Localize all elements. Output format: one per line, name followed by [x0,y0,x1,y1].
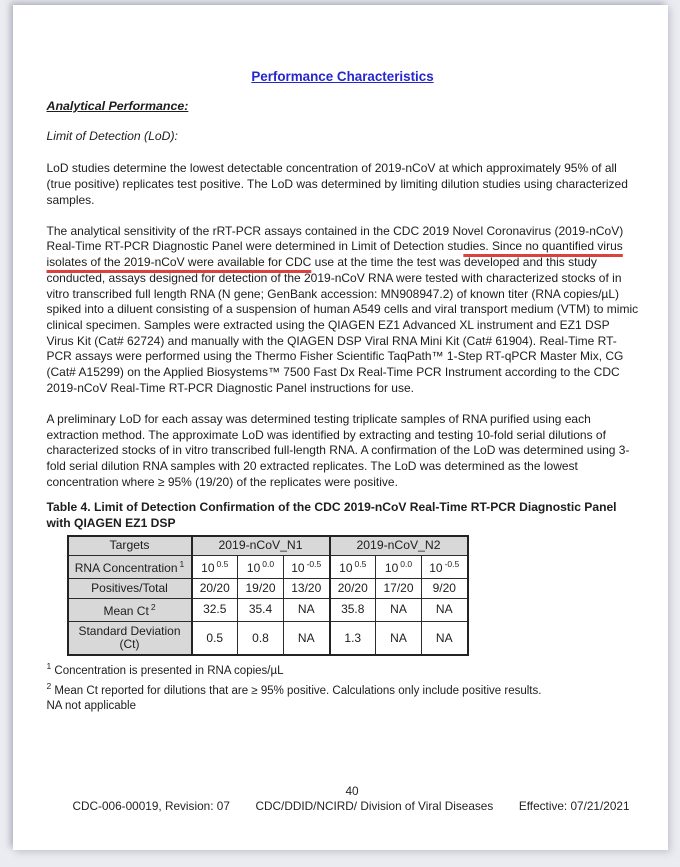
footnote-marker: 2 [46,681,52,692]
red-underline-annotation: dies. Since no quantified virus isolates of the 2019-nCoV were available for CDC [46,239,623,270]
footnote-marker: 1 [46,661,52,672]
cell-value: 10 [291,561,305,576]
cell-value: 10 [246,561,261,576]
table-caption: Table 4. Limit of Detection Confirmation of the CDC 2019-nCoV Real-Time RT-PCR Diagnostic Panel with QIAGEN EZ1 DSP [46,500,617,530]
table-header-n1: 2019-nCoV_N1 [192,536,330,555]
row-label: Positives/Total [68,579,192,599]
table-cell: 32.5 [192,598,238,622]
table-cell: 20/20 [192,579,238,599]
table-cell: 1.3 [330,622,376,656]
cell-value: 10 [384,561,399,576]
table-cell: NA [376,598,422,622]
table-cell [330,555,376,579]
table-cell: 35.4 [238,598,284,622]
footer-division: CDC/DDID/NCIRD/ Division of Viral Diseases [255,799,494,813]
table-cell: NA [422,622,468,656]
table-cell: NA [422,598,468,622]
footnote-2 [47,679,639,699]
table-cell: 13/20 [284,579,330,599]
subsection-heading-limit-of-detection: Limit of Detection (LoD): [46,129,178,144]
lod-confirmation-table [67,535,469,656]
page-footer [13,784,668,813]
table-cell: 35.8 [330,598,376,622]
table-header-targets: Targets [68,536,192,555]
paragraph-segment: use at the time the test was developed and this study conducted, assays designed for detection of the 2019-nCoV RNA were tested with characterized stocks of in vitro transcribed full length RNA (N gene; GenBank accession: MN908947.2) of known titer (RNA copies/µL) spiked into a diluent consisting of a suspension of human A549 cells and viral transport medium (VTM) to mimic clinical specimen. Samples were extracted using the QIAGEN EZ1 Advanced XL instrument and EZ1 DSP Virus Kit (Cat# 62724) and manually with the QIAGEN DSP Viral RNA Mini Kit (Cat# 61904). Real-Time RT-PCR assays were performed using the Thermo Fisher Scientific TaqPath™ 1-Step RT-qPCR Master Mix, CG (Cat# A15299) on the Applied Biosystems™ 7500 Fast Dx Real-Time PCR Instrument according to the CDC 2019-nCoV Real-Time RT-PCR Diagnostic Panel instructions for use. [46,255,639,395]
section-heading-analytical-performance: Analytical Performance: [46,98,189,113]
cell-value: 10 [429,561,443,576]
row-label [68,598,192,622]
paragraph-analytical-sensitivity [47,224,639,397]
footnote-marker: 1 [179,559,185,570]
table-cell: NA [284,622,330,656]
paragraph-preliminary-lod: A preliminary LoD for each assay was determined testing triplicate samples of RNA purified using each extraction method. The approximate LoD was identified by extracting and testing 10-fold serial dilutions of characterized stocks of in vitro transcribed full-length RNA. A confirmation of the LoD was determined using 3-fold serial dilution RNA samples with 20 extracted replicates. The LoD was determined as the lowest concentration where ≥ 95% (19/20) of the replicates were positive. [46,411,630,489]
paragraph-lod-intro: LoD studies determine the lowest detectable concentration of 2019-nCoV at which approximately 95% of all (true positive) replicates test positive. The LoD was determined by limiting dilution studies using characterized samples. [46,161,628,207]
row-label [68,622,192,656]
paragraph-segment: The analytical sensitivity of the rRT-PCR assays contained in the CDC 2019 Novel Coronavirus (2019-nCoV) Real-Time RT-PCR Diagnostic Panel were determined in Limit of Detection stu [46,223,624,254]
table-cell [192,555,238,579]
table-row-positives-total [68,579,468,599]
page-number: 40 [345,784,359,798]
footnote-na: NA not applicable [46,700,137,713]
table-cell: 0.5 [192,622,238,656]
cell-exponent: -0.5 [444,559,460,570]
table-cell: 20/20 [330,579,376,599]
document-page [13,5,668,850]
page-content [47,69,639,714]
row-label [68,555,192,579]
row-label-text: RNA Concentration [74,561,178,576]
table-row-rna-concentration [68,555,468,579]
footnote-text: Concentration is presented in RNA copies/µL [51,665,284,678]
table-cell: NA [284,598,330,622]
cell-exponent: 0.0 [262,559,275,570]
table-header-row [68,536,468,555]
table-cell [422,555,468,579]
row-label-text: (Ct) [119,637,140,652]
table-cell [284,555,330,579]
cell-exponent: -0.5 [306,559,322,570]
table-cell: 19/20 [238,579,284,599]
table-cell: 0.8 [238,622,284,656]
footnote-1 [47,659,639,679]
table-cell: 17/20 [376,579,422,599]
table-row-mean-ct [68,598,468,622]
footer-effective-date: Effective: 07/21/2021 [518,799,630,813]
table-row-standard-deviation [68,622,468,656]
table-cell: NA [376,622,422,656]
cell-value: 10 [339,561,353,576]
row-label-text: Mean Ct [103,604,149,619]
cell-exponent: 0.0 [400,559,413,570]
footer-document-id: CDC-006-00019, Revision: 07 [72,799,230,813]
footer-row [13,799,668,813]
table-cell: 9/20 [422,579,468,599]
row-label-text: Standard Deviation [78,623,181,638]
cell-exponent: 0.5 [354,559,367,570]
table-header-n2: 2019-nCoV_N2 [330,536,468,555]
footnote-text: Mean Ct reported for dilutions that are ≥ 95% positive. Calculations only include positive results. [51,685,542,698]
cell-exponent: 0.5 [216,559,229,570]
page-title: Performance Characteristics [251,69,434,84]
table-cell [238,555,284,579]
table-cell [376,555,422,579]
cell-value: 10 [201,561,215,576]
table-footnotes [47,659,639,714]
footnote-marker: 2 [150,602,156,613]
